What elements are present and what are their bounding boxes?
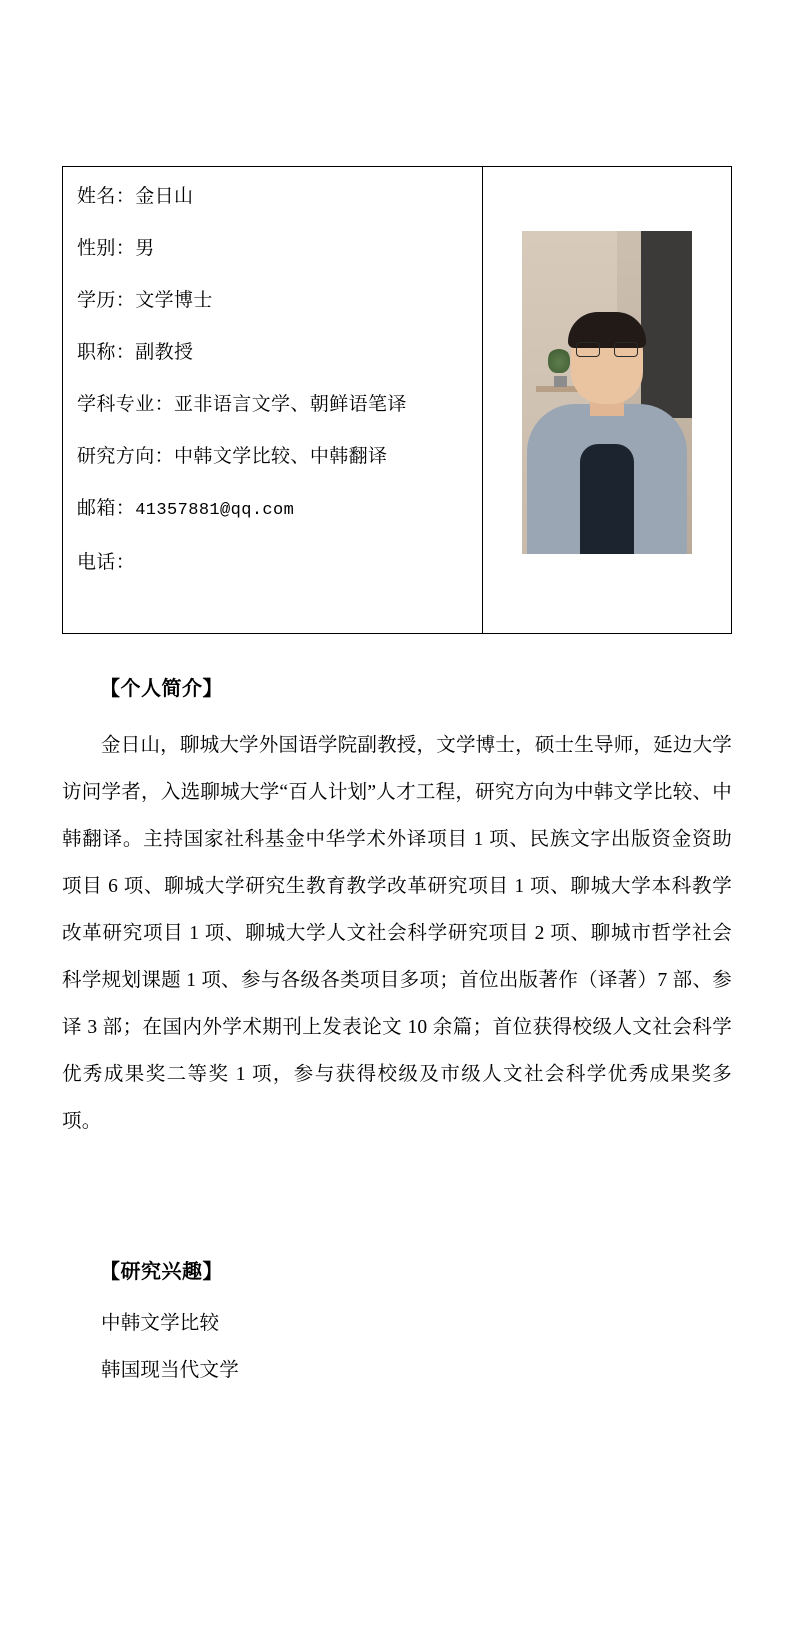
portrait-photo bbox=[522, 231, 692, 554]
field-label-gender: 性别： bbox=[77, 238, 136, 259]
research-interest-list bbox=[62, 1300, 732, 1394]
field-value-email[interactable]: 41357881@qq.com bbox=[135, 501, 295, 520]
field-row-title bbox=[77, 341, 482, 365]
field-value-education: 文学博士 bbox=[135, 290, 213, 311]
field-value-name: 金日山 bbox=[135, 186, 194, 207]
field-row-education bbox=[77, 289, 482, 313]
field-label-name: 姓名： bbox=[77, 186, 136, 207]
photo-background-plant bbox=[548, 347, 570, 373]
field-label-phone: 电话： bbox=[77, 552, 136, 573]
section-heading-profile: 【个人简介】 bbox=[100, 678, 223, 700]
field-row-name bbox=[77, 185, 482, 209]
list-item: 韩国现当代文学 bbox=[101, 1360, 239, 1381]
field-value-research-direction: 中韩文学比较、中韩翻译 bbox=[174, 446, 388, 467]
field-label-research-direction: 研究方向： bbox=[77, 446, 175, 467]
portrait-shirt bbox=[580, 444, 634, 554]
profile-info-card bbox=[62, 166, 732, 634]
field-value-title: 副教授 bbox=[135, 342, 194, 363]
photo-background-pot bbox=[554, 376, 567, 387]
profile-fields-column bbox=[63, 167, 483, 633]
field-value-gender: 男 bbox=[135, 238, 155, 259]
profile-photo-cell bbox=[483, 167, 731, 633]
field-label-education: 学历： bbox=[77, 290, 136, 311]
field-label-discipline: 学科专业： bbox=[77, 394, 175, 415]
section-heading-research-interests: 【研究兴趣】 bbox=[100, 1261, 223, 1283]
photo-background-dark-panel bbox=[641, 231, 692, 418]
field-label-email: 邮箱： bbox=[77, 498, 136, 519]
field-row-research-direction bbox=[77, 445, 482, 469]
list-item: 中韩文学比较 bbox=[101, 1313, 220, 1334]
field-row-discipline bbox=[77, 393, 482, 417]
field-row-phone bbox=[77, 551, 482, 575]
field-row-email bbox=[77, 497, 482, 523]
field-label-title: 职称： bbox=[77, 342, 136, 363]
profile-paragraph: 金日山，聊城大学外国语学院副教授，文学博士，硕士生导师，延边大学访问学者，入选聊城大学“百人计划”人才工程，研究方向为中韩文学比较、中韩翻译。主持国家社科基金中华学术外译项目 1 项、民族文字出版资金资助项目 6 项、聊城大学研究生教育教学改革研究项目 1 项、聊城大学本科教学改革研究项目 1 项、聊城大学人文社会科学研究项目 2 项、聊城市哲学社会科学规划课题 1 项、参与各级各类项目多项；首位出版著作（译著）7 部、参译 3 部；在国内外学术期刊上发表论文 10 余篇；首位获得校级人文社会科学优秀成果奖二等奖 1 项，参与获得校级及市级人文社会科学优秀成果奖多项。 bbox=[62, 735, 732, 1132]
field-value-discipline: 亚非语言文学、朝鲜语笔译 bbox=[174, 394, 407, 415]
glasses-icon bbox=[576, 342, 638, 358]
field-row-gender bbox=[77, 237, 482, 261]
